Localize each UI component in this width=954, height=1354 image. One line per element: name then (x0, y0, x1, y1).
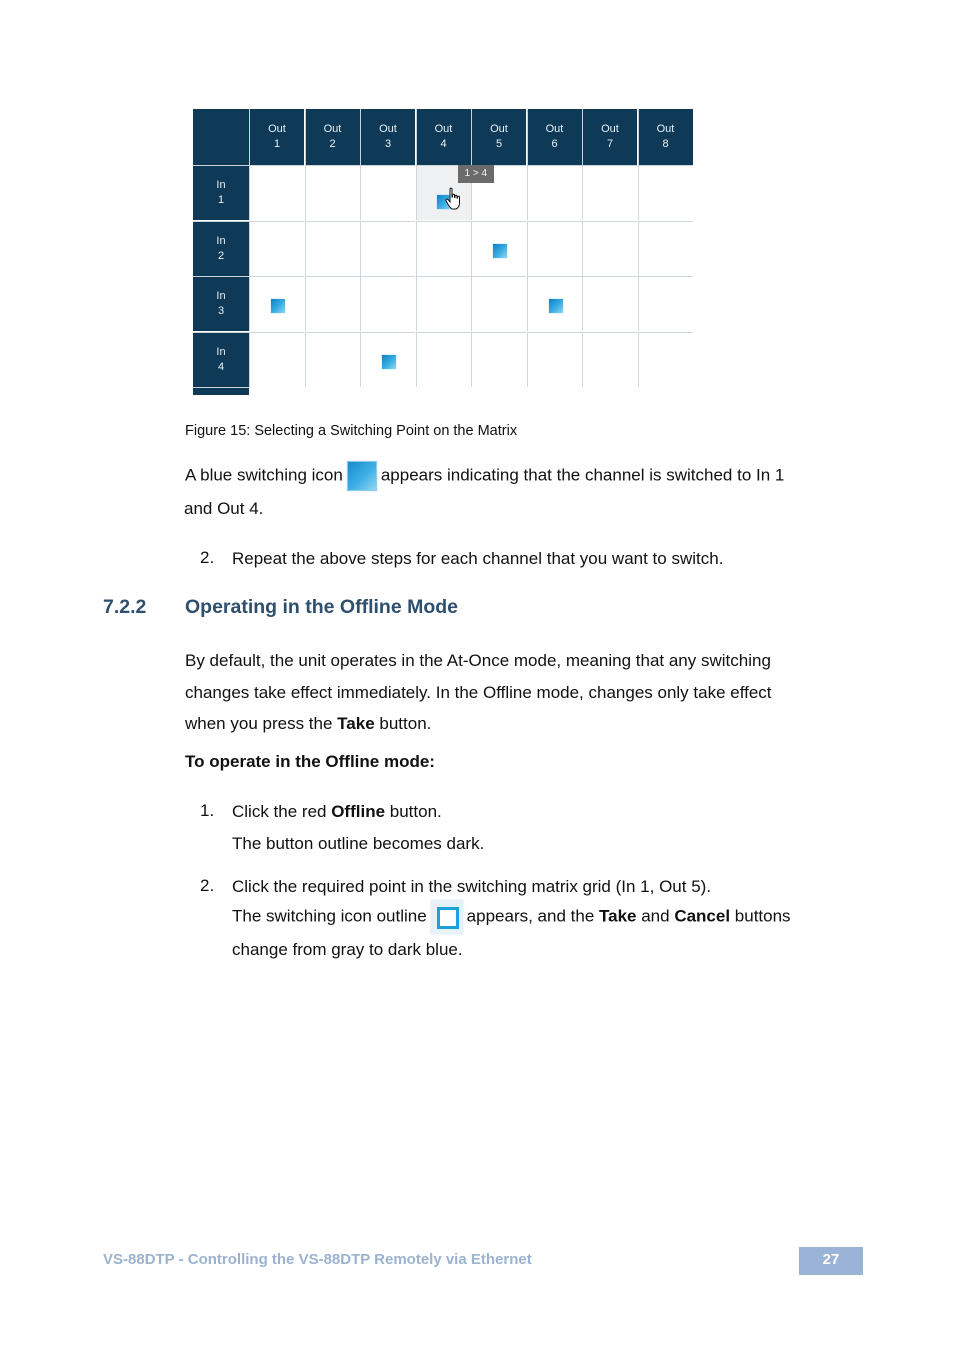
output-header-number: 5 (495, 138, 503, 150)
matrix-cell-in2-out2[interactable] (305, 221, 360, 276)
matrix-cell-in3-out3[interactable] (360, 276, 415, 331)
step2-result-mid: appears, and the (466, 906, 599, 926)
para1-after: appears indicating that the channel is switched to In 1 (380, 465, 785, 485)
input-header-2[interactable] (193, 221, 249, 276)
input-header-3[interactable] (193, 276, 249, 331)
input-header-label: In (216, 179, 226, 191)
procedure-title: To operate in the Offline mode: (185, 752, 435, 771)
matrix-cell-in4-out1[interactable] (249, 332, 304, 387)
output-header-3[interactable] (360, 109, 415, 165)
output-header-label: Out (379, 123, 397, 135)
output-header-label: Out (490, 123, 508, 135)
switching-point-icon (493, 244, 507, 258)
output-header-number: 4 (440, 138, 447, 150)
input-header-number: 3 (217, 305, 225, 317)
matrix-cell-in1-out6[interactable] (527, 165, 582, 220)
step2-number: 2. (200, 876, 215, 895)
output-header-2[interactable] (305, 109, 360, 165)
step1-result: The button outline becomes dark. (232, 834, 485, 853)
input-header-label: In (216, 234, 226, 247)
matrix-cell-in4-out7[interactable] (582, 332, 637, 387)
para1-line2: and Out 4. (184, 499, 264, 518)
hand-cursor-icon (445, 187, 463, 216)
matrix-corner (193, 109, 250, 165)
blue-switching-icon (347, 461, 377, 491)
take-term-2: Take (599, 906, 637, 926)
switching-point-icon (549, 299, 563, 313)
input-header-partial (193, 387, 249, 395)
output-header-number: 3 (384, 138, 392, 150)
matrix-cell-in3-out6[interactable] (527, 276, 582, 331)
output-header-number: 1 (273, 138, 281, 150)
switching-icon-paragraph (185, 461, 865, 491)
step2-result-line2: change from gray to dark blue. (232, 940, 463, 959)
matrix-cell-in3-out7[interactable] (582, 276, 637, 331)
matrix-cell-in2-out7[interactable] (582, 221, 637, 276)
step-number: 2. (200, 548, 215, 567)
input-header-number: 4 (217, 360, 225, 373)
output-header-label: Out (268, 123, 286, 135)
matrix-cell-in2-out3[interactable] (360, 221, 415, 276)
step2-result-before: The switching icon outline (232, 906, 427, 926)
step2-result-after: buttons (730, 906, 791, 926)
output-header-number: 2 (329, 138, 336, 150)
matrix-cell-in3-out1[interactable] (249, 276, 304, 331)
matrix-cell-in3-out5[interactable] (471, 276, 526, 331)
step1-text (232, 801, 442, 822)
matrix-cell-in1-out1[interactable] (249, 165, 304, 220)
output-header-label: Out (434, 123, 453, 135)
switching-point-icon (271, 299, 285, 313)
switching-outline-icon (431, 900, 463, 934)
matrix-cell-in4-out8[interactable] (638, 332, 693, 387)
footer-title: VS-88DTP - Controlling the VS-88DTP Remotely via Ethernet (103, 1251, 532, 1268)
output-header-label: Out (323, 123, 342, 135)
matrix-cell-in4-out5[interactable] (471, 332, 526, 387)
intro-line-3 (185, 708, 865, 740)
cancel-term: Cancel (674, 906, 731, 926)
input-header-number: 2 (217, 249, 225, 262)
matrix-cell-in3-out2[interactable] (305, 276, 360, 331)
para1-before: A blue switching icon (185, 465, 343, 485)
output-header-6[interactable] (527, 109, 582, 165)
step2-text: Click the required point in the switching matrix grid (In 1, Out 5). (232, 877, 712, 896)
matrix-cell-in4-out2[interactable] (305, 332, 360, 387)
section-number: 7.2.2 (103, 596, 147, 618)
matrix-cell-in3-out8[interactable] (638, 276, 693, 331)
section-title: Operating in the Offline Mode (185, 596, 458, 618)
input-header-label: In (216, 345, 226, 358)
step1-before: Click the red (232, 802, 332, 821)
matrix-cell-in2-out6[interactable] (527, 221, 582, 276)
output-header-5[interactable] (471, 109, 526, 165)
output-header-1[interactable] (249, 109, 304, 165)
output-header-8[interactable] (638, 109, 693, 165)
output-header-label: Out (656, 123, 675, 135)
step2-result (232, 900, 872, 934)
input-header-1[interactable] (193, 165, 249, 220)
output-header-7[interactable] (582, 109, 637, 165)
matrix-cell-in4-out4[interactable] (416, 332, 471, 387)
matrix-cell-in2-out4[interactable] (416, 221, 471, 276)
step1-number: 1. (200, 801, 215, 820)
output-header-number: 7 (606, 138, 614, 150)
input-header-label: In (216, 290, 226, 302)
offline-term: Offline (331, 802, 386, 821)
step1-after: button. (385, 802, 442, 821)
section-intro (185, 645, 865, 740)
matrix-cell-in2-out5[interactable] (471, 221, 526, 276)
page-number-badge: 27 (799, 1247, 863, 1275)
matrix-cell-in4-out3[interactable] (360, 332, 415, 387)
intro-l3-before: when you press the (185, 714, 338, 733)
matrix-cell-in1-out3[interactable] (360, 165, 415, 220)
matrix-cell-in4-out6[interactable] (527, 332, 582, 387)
switching-point-icon (382, 355, 396, 369)
output-header-label: Out (545, 123, 564, 135)
intro-line-2: changes take effect immediately. In the Offline mode, changes only take effect (185, 682, 772, 702)
output-header-label: Out (601, 123, 619, 135)
output-header-4[interactable] (416, 109, 471, 165)
intro-line-1: By default, the unit operates in the At-Once mode, meaning that any switching (185, 651, 771, 670)
input-header-4[interactable] (193, 332, 249, 387)
take-term: Take (337, 714, 375, 733)
matrix-cell-in2-out1[interactable] (249, 221, 304, 276)
matrix-cell-in3-out4[interactable] (416, 276, 471, 331)
matrix-cell-in1-out8[interactable] (638, 165, 693, 220)
input-header-number: 1 (217, 194, 225, 206)
matrix-cell-in1-out7[interactable] (582, 165, 637, 220)
step2-and: and (636, 906, 675, 926)
intro-l3-after: button. (374, 714, 432, 733)
figure-caption: Figure 15: Selecting a Switching Point on the Matrix (185, 423, 518, 439)
output-header-number: 8 (662, 138, 669, 150)
switch-tooltip: 1 > 4 (458, 165, 495, 183)
matrix-cell-in2-out8[interactable] (638, 221, 693, 276)
matrix-cell-in1-out2[interactable] (305, 165, 360, 220)
step-text: Repeat the above steps for each channel that you want to switch. (232, 549, 724, 568)
switching-matrix-figure (193, 109, 694, 395)
output-header-number: 6 (551, 138, 558, 150)
